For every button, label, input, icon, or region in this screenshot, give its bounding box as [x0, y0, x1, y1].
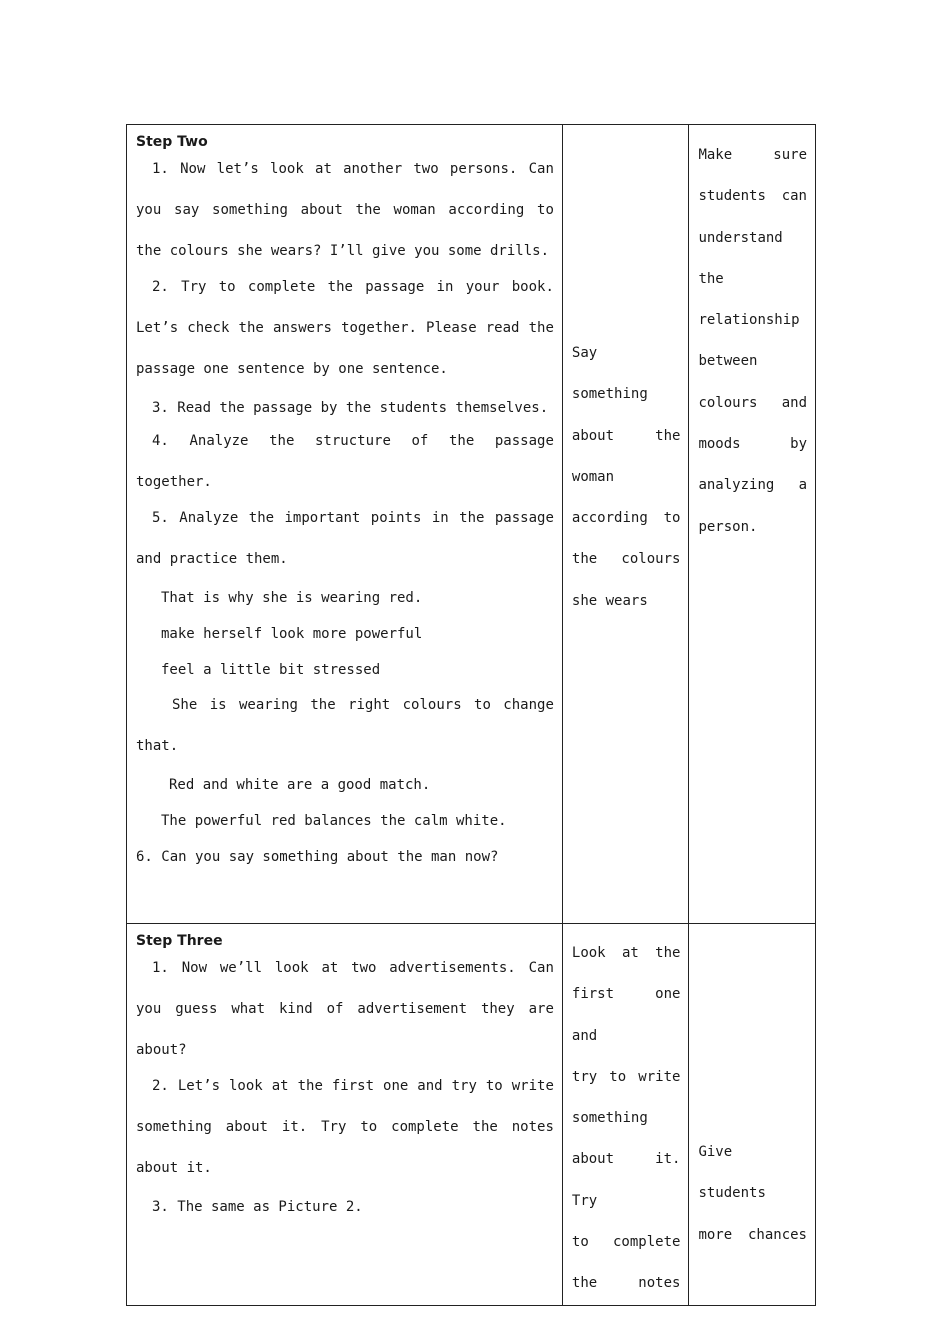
step-two-phrase-2: make herself look more powerful: [161, 626, 423, 642]
purpose-line: Make sure: [698, 147, 807, 163]
step-two-procedure-cell: [127, 125, 563, 924]
step-two-item-2: 2. Try to complete the passage in your book. Let’s check the answers together. Please read the passage one sentence by one sentence.: [136, 279, 554, 377]
purpose-line: understand: [698, 229, 783, 246]
purpose-line: analyzing a: [698, 477, 807, 494]
step-three-activity: [563, 924, 689, 1305]
purpose-line: students can: [698, 188, 807, 205]
step-two-activity: [563, 125, 689, 622]
step-three-item-1: 1. Now we’ll look at two advertisements. Can you guess what kind of advertisement they are about?: [136, 960, 554, 1058]
step-two-purpose: [689, 125, 815, 548]
activity-line: about it. Try: [571, 1151, 681, 1209]
activity-line: woman: [571, 468, 615, 485]
activity-line: the colours: [571, 551, 681, 568]
activity-line: try to write: [571, 1068, 681, 1085]
step-two-phrase-6: The powerful red balances the calm white.: [161, 813, 507, 829]
purpose-line: between: [698, 353, 758, 370]
step-two-item-5: 5. Analyze the important points in the passage and practice them.: [136, 510, 554, 567]
lesson-plan-table: [126, 124, 816, 1306]
activity-line: something: [571, 386, 648, 403]
step-two-phrase-5: Red and white are a good match.: [169, 777, 431, 793]
step-three-item-3: 3. The same as Picture 2.: [152, 1199, 363, 1215]
purpose-line: the: [698, 270, 724, 287]
step-two-purpose-cell: [689, 125, 816, 924]
step-three-purpose-cell: [689, 924, 816, 1306]
step-three-title: Step Three: [136, 933, 223, 949]
purpose-line: colours and: [698, 394, 807, 411]
step-three-item-2: 2. Let’s look at the first one and try to write something about it. Try to complete the notes about it.: [136, 1078, 554, 1176]
activity-line: first one and: [571, 986, 681, 1044]
step-two-item-1: 1. Now let’s look at another two persons. Can you say something about the woman according to the colours she wears? I’ll give you some drills.: [136, 161, 554, 259]
activity-line: about the: [571, 427, 681, 444]
purpose-line: more chances: [698, 1226, 807, 1243]
step-three-activity-cell: [562, 924, 689, 1306]
purpose-line: moods by: [698, 436, 807, 453]
step-two-row: [127, 125, 816, 924]
activity-line: something: [571, 1110, 648, 1127]
purpose-line: Give students: [698, 1144, 766, 1202]
step-two-item-4: 4. Analyze the structure of the passage together.: [136, 433, 554, 490]
step-two-item-3: 3. Read the passage by the students themselves.: [152, 400, 549, 416]
activity-line: the notes: [571, 1275, 681, 1292]
activity-line: she wears: [571, 592, 648, 609]
purpose-line: person.: [698, 518, 758, 535]
step-two-phrase-4: She is wearing the right colours to change that.: [136, 697, 554, 754]
step-two-phrase-3: feel a little bit stressed: [161, 662, 381, 678]
step-two-title: Step Two: [136, 134, 208, 150]
step-three-row: [127, 924, 816, 1306]
step-three-purpose: [689, 924, 815, 1256]
activity-line: Look at the: [571, 945, 681, 961]
step-two-activity-cell: [562, 125, 689, 924]
purpose-line: relationship: [698, 312, 800, 329]
activity-line: to complete: [571, 1234, 681, 1251]
step-two-item-6: 6. Can you say something about the man now?: [136, 849, 499, 865]
step-two-phrase-1: That is why she is wearing red.: [161, 590, 423, 606]
activity-line: according to: [571, 510, 681, 527]
step-three-procedure-cell: [127, 924, 563, 1306]
activity-line: Say: [571, 345, 598, 361]
